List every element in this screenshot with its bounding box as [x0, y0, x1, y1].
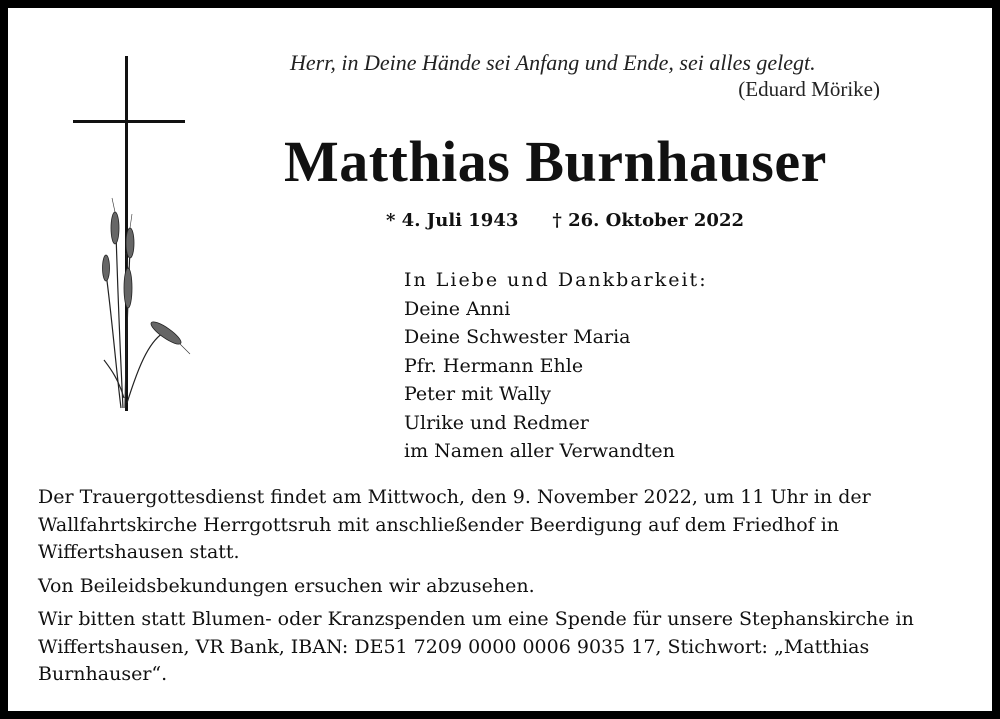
cross-with-wheat-icon	[68, 48, 208, 418]
donation-note: Wir bitten statt Blumen- oder Kranzspenden um eine Spende für unsere Stephanskirche in Wiffertshausen, VR Bank, IBAN: DE51 7209 0000 0006 9035 17, Stichwort: „Matthias Burnhauser“.	[38, 608, 914, 685]
quote	[290, 50, 880, 102]
service-info: Der Trauergottesdienst findet am Mittwoch, den 9. November 2022, um 11 Uhr in der Wallfahrtskirche Herrgottsruh mit anschließender Beerdigung auf dem Friedhof in Wiffertshausen statt.	[38, 486, 871, 563]
mourners-intro: In Liebe und Dankbarkeit:	[404, 269, 708, 291]
death-date: † 26. Oktober 2022	[552, 210, 745, 231]
notice-text	[38, 484, 988, 695]
obituary-card	[8, 8, 992, 711]
quote-author: (Eduard Mörike)	[738, 77, 880, 101]
mourner-name: Ulrike und Redmer	[404, 411, 589, 434]
mourner-name: Deine Schwester Maria	[404, 326, 631, 348]
life-dates	[386, 210, 806, 231]
mourner-name: Pfr. Hermann Ehle	[404, 354, 584, 377]
deceased-name: Matthias Burnhauser	[284, 129, 827, 194]
mourners-block	[404, 266, 824, 466]
quote-text: Herr, in Deine Hände sei Anfang und Ende, sei alles gelegt.	[290, 50, 816, 75]
mourner-name: im Namen aller Verwandten	[404, 440, 675, 462]
condolence-note: Von Beileidsbekundungen ersuchen wir abzusehen.	[38, 574, 535, 597]
birth-date: * 4. Juli 1943	[386, 210, 519, 231]
mourner-name: Deine Anni	[404, 297, 511, 320]
mourner-name: Peter mit Wally	[404, 383, 552, 405]
